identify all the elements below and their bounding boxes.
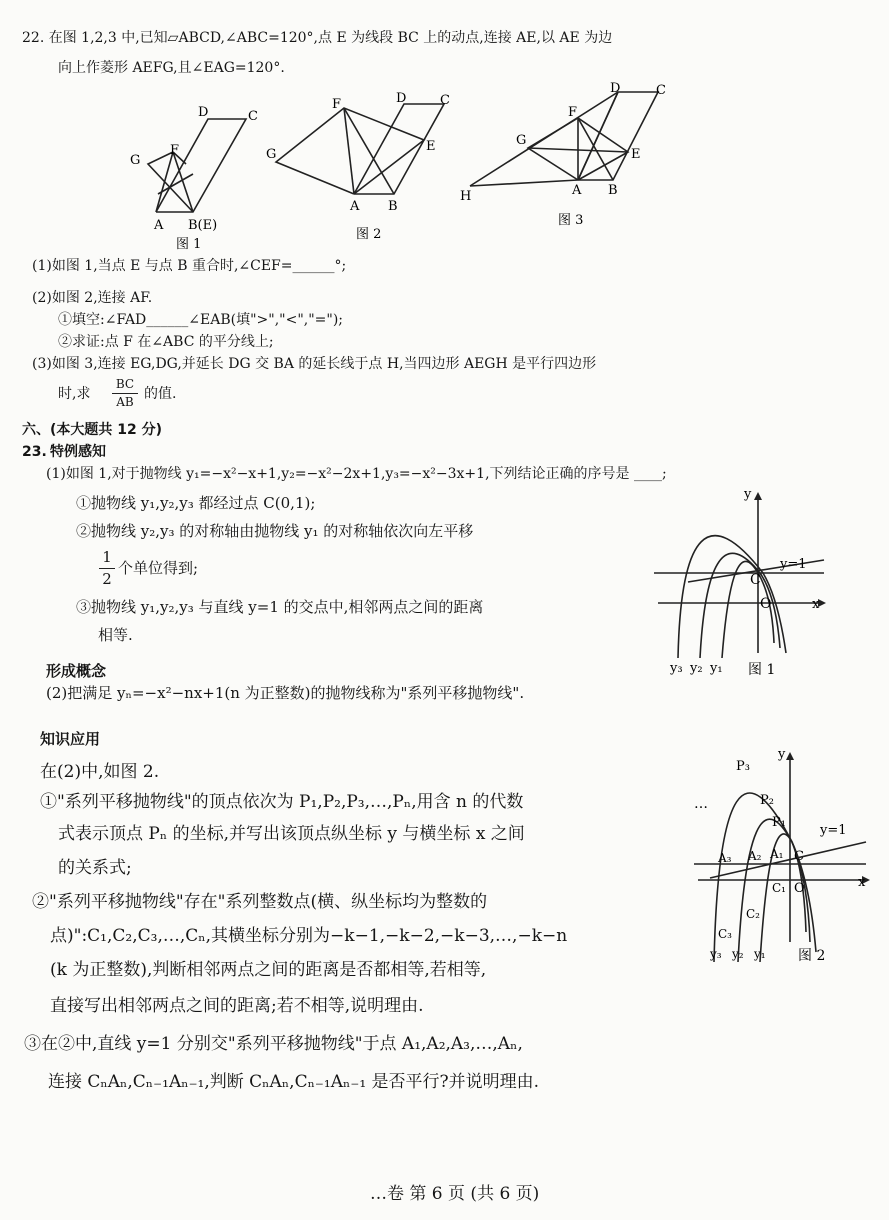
graph2-P1-label: P₁ xyxy=(772,815,786,830)
fig1-label-BE: B(E) xyxy=(188,218,218,233)
q22-part1: (1)如图 1,当点 E 与点 B 重合时,∠CEF=______°; xyxy=(32,258,347,274)
graph2-O-label: O xyxy=(794,881,805,896)
fig2-label-D: D xyxy=(396,91,407,106)
graph2-y2-label: y₂ xyxy=(732,947,744,961)
fig3-label-A: A xyxy=(572,183,582,198)
q22-part3c: 的值. xyxy=(144,386,177,402)
q23-app2b: 点)":C₁,C₂,C₃,…,Cₙ,其横坐标分别为−k−1,−k−2,−k−3,…,−k−n xyxy=(50,926,568,946)
graph2-C2-label: C₂ xyxy=(746,907,760,921)
graph2-line-label: y=1 xyxy=(820,823,847,838)
graph1-caption: 图 1 xyxy=(748,662,776,678)
q23-app1b: 式表示顶点 Pₙ 的坐标,并写出该顶点纵坐标 y 与横坐标 x 之间 xyxy=(58,824,525,844)
q23-opt2-rest: 个单位得到; xyxy=(118,559,199,577)
graph2-dots: … xyxy=(694,796,708,812)
q23-part2: (2)把满足 yₙ=−x²−nx+1(n 为正整数)的抛物线称为"系列平移抛物线". xyxy=(46,684,525,702)
fig2-label-F: F xyxy=(332,97,342,112)
fig3-label-B: B xyxy=(608,183,618,198)
fig1-label-G: G xyxy=(130,153,141,168)
graph2-y-label: y xyxy=(778,747,786,762)
q23-app1c: 的关系式; xyxy=(58,858,132,878)
q23-graph-1 xyxy=(648,488,838,688)
q22-line1: 22. 在图 1,2,3 中,已知▱ABCD,∠ABC=120°,点 E 为线段 BC 上的动点,连接 AE,以 AE 为边 xyxy=(22,30,613,46)
graph1-O-label: O xyxy=(760,596,772,612)
q22-part2b: ②求证:点 F 在∠ABC 的平分线上; xyxy=(58,334,274,350)
fig3-label-E: E xyxy=(631,147,641,162)
graph1-line-label: y=1 xyxy=(780,557,807,572)
graph2-C1-label: C₁ xyxy=(772,881,786,895)
q22-part3a: (3)如图 3,连接 EG,DG,并延长 DG 交 BA 的延长线于点 H,当四边形 AEGH 是平行四边形 xyxy=(32,356,597,372)
fig1-label-C: C xyxy=(248,109,258,124)
q22-frac-bar xyxy=(112,393,138,394)
q23-graph-2 xyxy=(690,742,880,972)
page-footer: …卷 第 6 页 (共 6 页) xyxy=(370,1184,540,1204)
fig3-caption: 图 3 xyxy=(558,213,584,228)
q23-heading-3: 知识应用 xyxy=(40,730,101,748)
fig2-label-E: E xyxy=(426,139,436,154)
fig2-label-G: G xyxy=(266,147,277,162)
q22-part3b: 时,求 xyxy=(58,386,91,402)
graph2-P3-label: P₃ xyxy=(736,759,750,774)
graph1-y3-label: y₃ xyxy=(670,661,683,676)
q23-opt2-frac-bar xyxy=(99,568,115,569)
q23-number: 23. xyxy=(22,444,47,460)
q23-opt2-den: 2 xyxy=(102,570,112,588)
q23-app2a: ②"系列平移抛物线"存在"系列整数点(横、纵坐标均为整数的 xyxy=(32,892,488,912)
q23-opt3b: 相等. xyxy=(98,626,133,644)
graph1-y1-label: y₁ xyxy=(710,661,723,676)
graph1-y-label: y xyxy=(744,487,752,502)
q23-opt2-num: 1 xyxy=(102,548,112,566)
graph2-C-label: C xyxy=(794,849,804,864)
fig1-label-F: F xyxy=(170,143,180,158)
graph1-C-label: C xyxy=(750,572,761,588)
fig1-label-A: A xyxy=(154,218,164,233)
graph2-C3-label: C₃ xyxy=(718,927,732,941)
fig2-label-B: B xyxy=(388,199,398,214)
q22-figure-3 xyxy=(458,81,688,228)
q23-app2d: 直接写出相邻两点之间的距离;若不相等,说明理由. xyxy=(50,996,424,1016)
graph2-caption: 图 2 xyxy=(798,948,826,964)
fig2-caption: 图 2 xyxy=(356,227,382,242)
q23-app0: 在(2)中,如图 2. xyxy=(40,762,160,782)
graph2-P2-label: P₂ xyxy=(760,793,774,808)
q23-app1a: ①"系列平移抛物线"的顶点依次为 P₁,P₂,P₃,…,Pₙ,用含 n 的代数 xyxy=(40,792,524,812)
section-6-heading: 六、(本大题共 12 分) xyxy=(22,422,163,438)
q22-line2: 向上作菱形 AEFG,且∠EAG=120°. xyxy=(58,60,285,76)
q23-heading-2: 形成概念 xyxy=(46,662,107,680)
fig3-label-C: C xyxy=(656,83,666,98)
fig3-label-F: F xyxy=(568,105,578,120)
q23-app3a: ③在②中,直线 y=1 分别交"系列平移抛物线"于点 A₁,A₂,A₃,…,Aₙ, xyxy=(24,1034,523,1054)
q22-figure-2 xyxy=(264,91,464,242)
fig2-label-A: A xyxy=(350,199,360,214)
fig3-label-D: D xyxy=(610,81,621,96)
q23-opt1: ①抛物线 y₁,y₂,y₃ 都经过点 C(0,1); xyxy=(76,494,316,512)
fig2-label-C: C xyxy=(440,93,450,108)
q23-heading-1: 特例感知 xyxy=(50,444,106,460)
graph1-x-label: x xyxy=(812,597,820,612)
q23-part1: (1)如图 1,对于抛物线 y₁=−x²−x+1,y₂=−x²−2x+1,y₃=−x²−3x+1,下列结论正确的序号是 ____; xyxy=(46,466,667,482)
fig3-label-G: G xyxy=(516,133,527,148)
q22-frac-num: BC xyxy=(115,377,135,391)
graph2-A1-label: A₁ xyxy=(770,847,784,861)
graph2-y1-label: y₁ xyxy=(754,947,766,961)
q22-part2a: ①填空:∠FAD______∠EAB(填">","<","="); xyxy=(58,312,343,328)
q23-app2c: (k 为正整数),判断相邻两点之间的距离是否都相等,若相等, xyxy=(50,960,487,980)
q22-figure-1 xyxy=(128,102,268,252)
graph2-A2-label: A₂ xyxy=(748,849,762,863)
q22-part2: (2)如图 2,连接 AF. xyxy=(32,290,153,306)
q23-app3b: 连接 CₙAₙ,Cₙ₋₁Aₙ₋₁,判断 CₙAₙ,Cₙ₋₁Aₙ₋₁ 是否平行?并说明理由. xyxy=(48,1072,540,1092)
graph2-y3-label: y₃ xyxy=(710,947,722,961)
q22-frac-den: AB xyxy=(116,395,134,409)
fig3-label-H: H xyxy=(460,189,472,204)
graph1-y2-label: y₂ xyxy=(690,661,703,676)
graph2-x-label: x xyxy=(858,875,866,890)
fig1-label-D: D xyxy=(198,105,209,120)
q23-opt2: ②抛物线 y₂,y₃ 的对称轴由抛物线 y₁ 的对称轴依次向左平移 xyxy=(76,522,474,540)
fig1-caption: 图 1 xyxy=(176,237,202,252)
graph2-A3-label: A₃ xyxy=(718,851,732,865)
q23-opt3a: ③抛物线 y₁,y₂,y₃ 与直线 y=1 的交点中,相邻两点之间的距离 xyxy=(76,598,484,616)
